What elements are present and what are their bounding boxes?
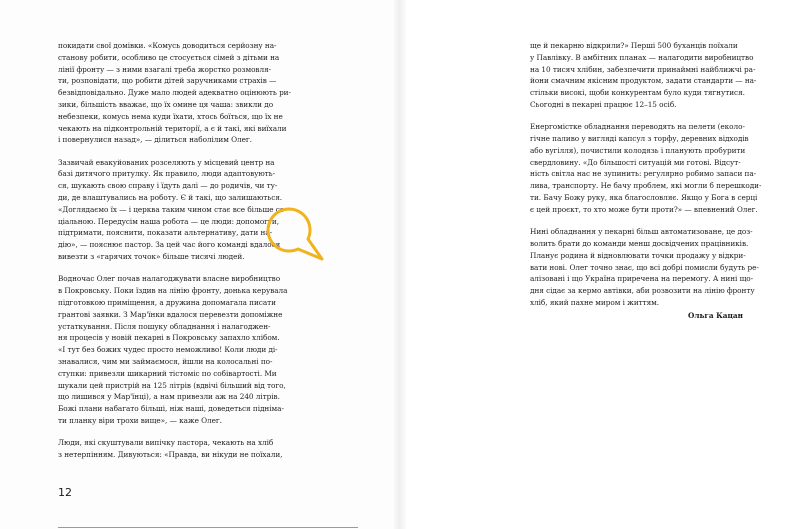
text-line: ся, шукають свою справу і їдуть далі — до родичів, чи ту- (58, 181, 278, 191)
text-line: ня процесів у новій пекарні в Покровську запахло хлібом. (58, 333, 280, 343)
text-line: «Доглядаємо їх — і церква таким чином стає все більше со- (58, 204, 287, 214)
text-line: чекають на підконтрольній території, а є й такі, які виїхали (58, 123, 287, 133)
text-line: Божі плани набагато більші, ніж наші, доведеться підніма- (58, 404, 284, 414)
text-line: підготовкою приміщення, а дружина допомагала писати (58, 297, 276, 307)
text-line: або вугілля), почистили колодязь і планують пробурити (530, 145, 746, 155)
text-line: Водночас Олег почав налагоджувати власне виробництво (58, 274, 281, 284)
text-line: на 10 тисяч хлібин, забезпечити принаймні найближчі ра- (530, 64, 756, 74)
right-paragraph (530, 40, 757, 111)
text-line: Планує родина й відновлювати точки продажу у відкри- (530, 250, 746, 260)
text-line: ність світла нас не зупинить: регулярно робимо запаси па- (530, 169, 757, 179)
text-line: стільки високі, щоби конкурентам було куди тягнутися. (530, 88, 745, 98)
text-line: Нині обладнання у пекарні більш автоматизоване, це доз- (530, 227, 753, 237)
text-line: Сьогодні в пекарні працює 12–15 осіб. (530, 99, 677, 109)
book-gutter (394, 0, 406, 529)
text-line: ти. Бачу Божу руку, яка благословляє. Якщо у Бога в серці (530, 193, 758, 203)
text-line: дня сідає за кермо автівки, аби розвозити на лінію фронту (530, 286, 755, 296)
text-line: з нетерпінням. Дивуються: «Правда, ви нікуди не поїхали, (58, 450, 283, 459)
text-line: йони смачним якісним продуктом, задати стандарти — на- (530, 76, 757, 86)
author-signature: Ольга Кацан (687, 311, 743, 320)
text-line: знавалися, чим ми займаємося, йшли на колосальні по- (58, 356, 273, 366)
text-line: що лишився у Мар'їнці), а нам привезли аж на 240 літрів. (58, 392, 280, 402)
text-line: алізовані і що Україна приречена на перемогу. А нині що- (530, 274, 754, 284)
text-line: гічне паливо у вигляді капсул з торфу, деревних відходів (530, 134, 749, 144)
text-line: грантові заявки. З Мар'їнки вдалося перевезти допоміжне (58, 309, 283, 319)
right-paragraph (530, 226, 759, 309)
text-line: базі дитячого притулку. Як правило, люди адаптовують- (58, 169, 276, 179)
text-line: лива, транспорту. Не бачу проблем, які могли б перешкоди- (530, 181, 762, 191)
text-line: хліб, який пахне миром і життям. (530, 297, 660, 307)
text-line: зики, більшість вважає, що їх омине ця чаша: звикли до (58, 99, 274, 109)
text-line: Люди, які скуштували випічку пастора, чекають на хліб (58, 438, 274, 448)
text-line: є цей проєкт, то хто може бути проти?» — впевнений Олег. (530, 204, 758, 214)
text-line: у Павлівку. В амбітних планах — налагодити виробництво (530, 52, 754, 62)
text-line: ціальною. Передусім наша робота — це люди: допомогти, (58, 216, 280, 226)
left-paragraph (58, 157, 287, 263)
text-line: дію», — пояснює пастор. За цей час його команді вдалося (58, 240, 281, 250)
text-line: устаткування. Після пошуку обладнання і налагоджен- (58, 321, 271, 331)
left-paragraph (58, 40, 291, 146)
text-line: свердловину. «До більшості ситуацій ми готові. Відсут- (530, 157, 741, 167)
text-line: «І тут без божих чудес просто неможливо! Коли люди ді- (58, 345, 278, 355)
text-line: волить брати до команди менш досвідчених працівників. (530, 238, 749, 248)
text-line: ще й пекарню відкрили?» Перші 500 буханців поїхали (530, 41, 738, 50)
text-line: Енергомістке обладнання переводять на пелети (еколо- (530, 122, 745, 132)
page-number: 12 (58, 486, 72, 499)
text-line: покидати свої домівки. «Комусь доводиться серйозну на- (58, 41, 277, 50)
left-paragraph (58, 273, 288, 426)
text-line: безвідповідально. Дуже мало людей адекватно оцінюють ри- (58, 88, 291, 98)
text-line: ступки: привезли шикарний тістоміс по собівартості. Ми (58, 368, 277, 378)
page-edge-line (58, 527, 358, 528)
speech-bubble-icon (264, 201, 326, 267)
text-line: ти планку віри трохи вище», — каже Олег. (58, 415, 222, 425)
text-line: небезпеки, комусь нема куди їхати, хтось боїться, що їх не (58, 111, 283, 121)
text-line: ди, де влаштувались на роботу. Є й такі, що залишаються. (58, 193, 283, 203)
text-line: лінії фронту — з ними взагалі треба жорстко розмовля- (58, 64, 272, 74)
text-line: Зазвичай евакуйованих розселяють у місцевий центр на (58, 157, 275, 167)
left-text-column (58, 40, 291, 461)
text-line: вати нові. Олег точно знає, що всі добрі помисли будуть ре- (530, 262, 759, 272)
text-line: вивезти з «гарячих точок» більше тисячі людей. (58, 252, 245, 262)
text-line: ти, розповідати, що робити дітей заручниками страхів — (58, 76, 277, 86)
right-text-column (530, 40, 762, 309)
right-paragraph (530, 121, 762, 215)
text-line: в Покровську. Поки їздив на лінію фронту, донька керувала (58, 286, 288, 296)
text-line: і повернулися назад», — ділиться наболілим Олег. (58, 135, 252, 145)
text-line: шукали цей пристрій на 125 літрів (вдвічі більший від того, (58, 380, 286, 390)
left-paragraph (58, 437, 283, 461)
text-line: підтримати, пояснити, показати альтернативу, дати на- (58, 228, 272, 238)
text-line: станову робити, особливо це стосується сімей з дітьми на (58, 52, 280, 62)
